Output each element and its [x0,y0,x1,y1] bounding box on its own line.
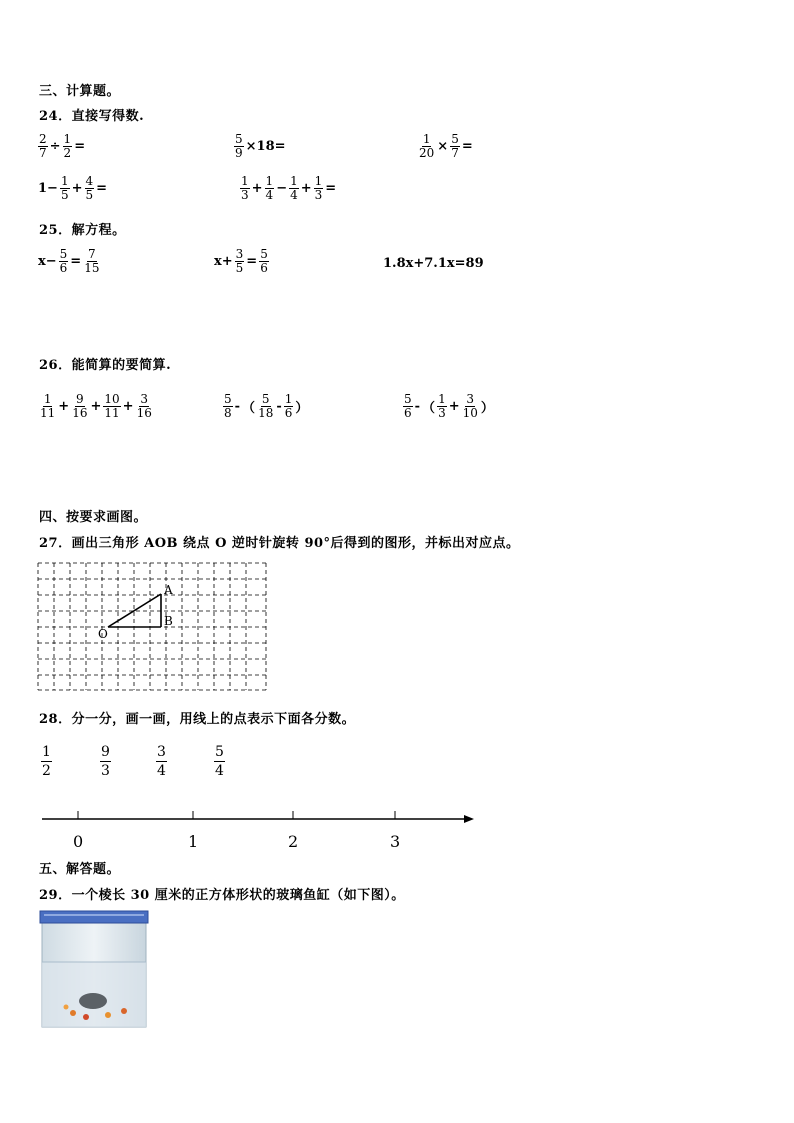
arrow-right-icon [464,815,474,823]
paren-right: ） [295,401,309,416]
fraction: $\frac{5}{18}$ [258,392,274,420]
q27-title: 27．画出三角形 AOB 绕点 O 逆时针旋转 90°后得到的图形，并标出对应点。 [39,536,520,551]
fraction: $\frac{1}{3}$ [241,174,249,202]
fraction: $\frac{2}{7}$ [39,132,47,160]
triangle-aob [108,594,161,627]
fraction: $\frac{5}{8}$ [224,392,232,420]
operator: ÷ [49,139,61,154]
fraction: $\frac{1}{11}$ [40,392,56,420]
fraction: $\frac{7}{15}$ [84,247,100,275]
tick-label: 0 [73,832,84,851]
label-a: A [164,583,173,597]
operator: × [437,139,449,154]
fraction: $\frac{1}{2}$ [63,132,72,160]
fraction: $\frac{3}{10}$ [462,392,478,420]
fraction: $\frac{1}{3}$ [314,174,323,202]
grid-diagram [36,561,270,693]
q26-expr-3 [402,393,495,420]
fraction: $\frac{5}{6}$ [59,247,68,275]
paren-left: （ [422,401,436,416]
expr-tail: ×18= [245,139,286,154]
operator: − [276,181,288,196]
section-answer-heading: 五、解答题。 [39,862,121,877]
operator: + [300,181,312,196]
fraction: $\frac{5}{9}$ [235,132,243,160]
fraction: $\frac{5}{7}$ [451,132,459,160]
operator: + [251,181,263,196]
fraction: $\frac{1}{20}$ [419,132,435,160]
expr-lead: x− [38,254,57,269]
q24-expr-3 [417,133,474,160]
q28-fraction-1: $\frac{1}{2}$ [42,744,51,779]
fraction: $\frac{5}{6}$ [260,247,268,275]
number-line [40,808,480,853]
q28-fraction-2: $\frac{9}{3}$ [101,744,110,779]
equals: = [325,181,337,196]
tick-label: 2 [288,832,299,851]
q26-title: 26．能简算的要简算. [39,358,172,373]
fraction: $\frac{3}{5}$ [235,247,244,275]
section-calc-heading: 三、计算题。 [39,84,121,99]
q24-title: 24．直接写得数. [39,109,145,124]
fraction: $\frac{10}{11}$ [104,392,120,420]
operator: - [234,399,241,414]
q25-equation-2 [213,248,270,275]
equals: = [70,254,82,269]
operator: + [448,399,460,414]
fraction: $\frac{1}{3}$ [438,392,446,420]
equals: = [96,181,108,196]
paren-left: （ [242,401,256,416]
operator: + [58,399,70,414]
equals: = [74,139,86,154]
label-b: B [164,614,173,628]
equals: = [461,139,473,154]
q25-equation-3: 1.8x+7.1x=89 [383,256,484,271]
fraction: $\frac{1}{4}$ [290,174,298,202]
operator: + [122,399,134,414]
tick-label: 3 [390,832,401,851]
tick-label: 1 [188,832,199,851]
q28-fraction-4: $\frac{5}{4}$ [215,744,224,779]
q26-expr-1 [38,393,154,420]
operator: - [276,399,282,414]
fraction: $\frac{1}{6}$ [284,392,293,420]
expr-lead: x+ [214,254,233,269]
fraction: $\frac{5}{6}$ [404,392,412,420]
fraction: $\frac{3}{16}$ [136,392,152,420]
section-draw-heading: 四、按要求画图。 [39,510,148,525]
q25-equation-1 [37,248,101,275]
q29-title: 29．一个棱长 30 厘米的正方体形状的玻璃鱼缸（如下图）。 [39,888,405,903]
equals: = [246,254,258,269]
q26-expr-2 [222,393,309,420]
q28-title: 28．分一分，画一画，用线上的点表示下面各分数。 [39,712,356,727]
fraction: $\frac{1}{4}$ [265,174,274,202]
q24-expr-2 [233,133,287,160]
paren-right: ） [480,401,494,416]
operator: - [414,399,421,414]
fraction: $\frac{1}{5}$ [60,174,69,202]
fraction: $\frac{9}{16}$ [72,392,88,420]
q24-expr-4 [37,175,108,202]
operator: + [71,181,83,196]
q25-title: 25．解方程。 [39,223,126,238]
operator: + [90,399,102,414]
q28-fraction-3: $\frac{3}{4}$ [157,744,166,779]
expr-lead: 1− [38,181,58,196]
label-o: O [98,627,108,641]
fish-tank-image [38,907,150,1029]
fraction: $\frac{4}{5}$ [85,174,94,202]
q24-expr-5 [239,175,337,202]
q24-expr-1 [37,133,86,160]
